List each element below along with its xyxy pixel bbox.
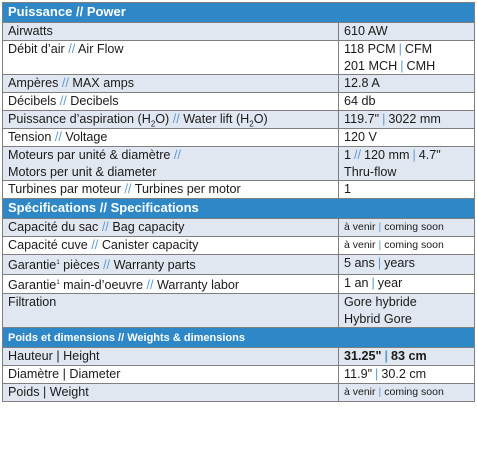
row-motors — [3, 147, 475, 181]
row-decibels — [3, 93, 475, 111]
section-header-specifications — [3, 199, 475, 219]
row-weight — [3, 384, 475, 402]
row-value: à venir | coming soon — [339, 384, 475, 402]
row-value: 1 — [339, 181, 475, 199]
row-label: Débit d’air // Air Flow — [3, 41, 339, 75]
row-label: Diamètre | Diameter — [3, 366, 339, 384]
row-label: Garantie$^1$ pièces // Warranty parts — [3, 255, 339, 275]
section-title: Poids et dimensions // Weights & dimensions — [3, 328, 475, 348]
row-label: Ampères // MAX amps — [3, 75, 339, 93]
row-warranty-parts — [3, 255, 475, 275]
row-label: Moteurs par unité & diamètre // Motors per unit & diameter — [3, 147, 339, 181]
row-canister-capacity — [3, 237, 475, 255]
row-warranty-labor — [3, 274, 475, 294]
row-value: 11.9" | 30.2 cm — [339, 366, 475, 384]
row-diameter — [3, 366, 475, 384]
row-label: Décibels // Decibels — [3, 93, 339, 111]
section-header-power — [3, 3, 475, 23]
row-label: Filtration — [3, 294, 339, 328]
section-title: Puissance // Power — [3, 3, 475, 23]
row-value: à venir | coming soon — [339, 237, 475, 255]
row-height — [3, 348, 475, 366]
row-amps — [3, 75, 475, 93]
row-value: 64 db — [339, 93, 475, 111]
row-label: Garantie$^1$ main-d’oeuvre // Warranty labor — [3, 274, 339, 294]
row-water-lift — [3, 111, 475, 129]
row-airflow — [3, 41, 475, 75]
row-value: 31.25" | 83 cm — [339, 348, 475, 366]
section-title: Spécifications // Specifications — [3, 199, 475, 219]
row-label: Turbines par moteur // Turbines per motor — [3, 181, 339, 199]
row-value: 1 // 120 mm | 4.7" Thru-flow — [339, 147, 475, 181]
row-filtration — [3, 294, 475, 328]
row-value: 120 V — [339, 129, 475, 147]
row-turbines — [3, 181, 475, 199]
row-value: 1 an | year — [339, 274, 475, 294]
row-label: Capacité cuve // Canister capacity — [3, 237, 339, 255]
row-value: 610 AW — [339, 23, 475, 41]
row-label: Tension // Voltage — [3, 129, 339, 147]
section-header-dimensions — [3, 328, 475, 348]
row-value: Gore hybride Hybrid Gore — [339, 294, 475, 328]
spec-table — [2, 2, 475, 402]
row-value: 119.7" | 3022 mm — [339, 111, 475, 129]
row-voltage — [3, 129, 475, 147]
row-value: 5 ans | years — [339, 255, 475, 275]
row-value: 118 PCM | CFM 201 MCH | CMH — [339, 41, 475, 75]
row-bag-capacity — [3, 219, 475, 237]
row-label: Hauteur | Height — [3, 348, 339, 366]
row-label: Poids | Weight — [3, 384, 339, 402]
row-label: Puissance d’aspiration $(H_2O)$ // Water lift $(H_2O)$ — [3, 111, 339, 129]
row-value: 12.8 A — [339, 75, 475, 93]
row-label: Airwatts — [3, 23, 339, 41]
row-airwatts — [3, 23, 475, 41]
row-label: Capacité du sac // Bag capacity — [3, 219, 339, 237]
row-value: à venir | coming soon — [339, 219, 475, 237]
